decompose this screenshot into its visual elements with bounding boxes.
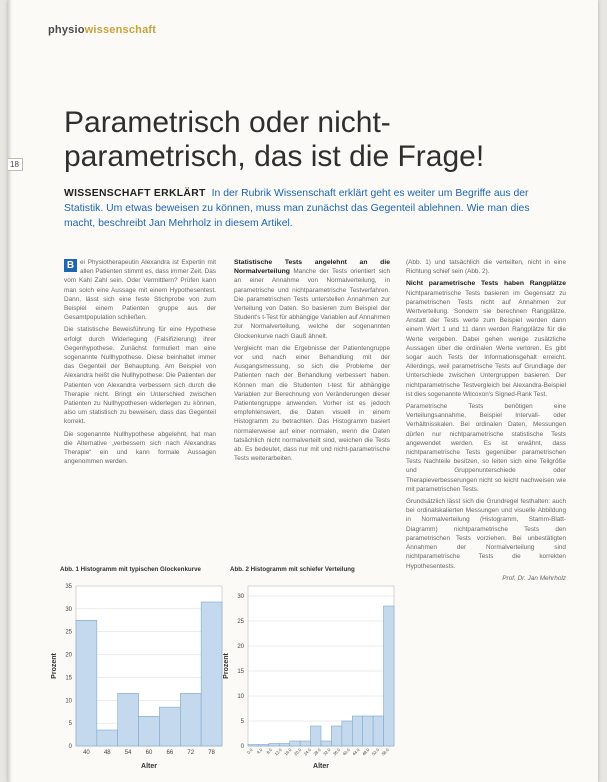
histogram-bar bbox=[97, 730, 118, 746]
subheading: Statistische Tests angelehnt an die Normalverteilung bbox=[234, 259, 390, 276]
y-tick-label: 20 bbox=[237, 644, 244, 650]
x-tick-label: 54 bbox=[124, 750, 132, 756]
histogram-bar bbox=[384, 606, 394, 746]
histogram-bar bbox=[139, 716, 160, 746]
x-tick-label: 16.0 bbox=[283, 747, 293, 757]
histogram-bar bbox=[373, 716, 383, 746]
paragraph: Parametrische Tests benötigen eine Verteilungsannahme, Beispiel Intervall- oder Verhältnisskalen. Bei ordinalen Daten, Messungen dürfen nur nichtparametrische statistische Tests angewendet werden. Es ist erwähnt, dass nichtparametrische Tests gegenüber parametrischen Tests Nachteile besitzen, so leiten sich eine Teilgröße und Gruppenunterschiede oder Therapieverbesserungen nicht so leicht nachweisen wie mit parametrischen Tests. bbox=[406, 403, 566, 493]
page-number: 18 bbox=[8, 158, 23, 171]
y-tick-label: 15 bbox=[237, 669, 244, 675]
histogram-bar bbox=[363, 716, 373, 746]
y-tick-label: 5 bbox=[68, 721, 72, 728]
text-column-1 bbox=[64, 258, 216, 469]
y-tick-label: 30 bbox=[65, 606, 72, 613]
paragraph: (Abb. 1) und tatsächlich die verteilten, nicht in eine Richtung schief sein (Abb. 2). bbox=[406, 259, 566, 276]
x-axis-label: Alter bbox=[313, 763, 329, 770]
y-tick-label: 10 bbox=[65, 698, 72, 705]
text-column-3 bbox=[406, 258, 566, 586]
paragraph bbox=[64, 258, 216, 322]
x-axis-label: Alter bbox=[141, 763, 157, 770]
article-title: Parametrisch oder nicht-parametrisch, das ist die Frage! bbox=[64, 106, 485, 173]
x-tick-label: 66 bbox=[166, 750, 174, 756]
y-tick-label: 10 bbox=[237, 694, 244, 700]
x-tick-label: 40.0 bbox=[341, 747, 351, 757]
y-axis-label: Prozent bbox=[51, 653, 58, 679]
x-tick-label: 56.0 bbox=[380, 747, 390, 757]
histogram-chart-2 bbox=[220, 578, 400, 776]
signature: Prof. Dr. Jan Mehrholz bbox=[502, 574, 566, 582]
figure-2-caption: Abb. 2 Histogramm mit schiefer Verteilung bbox=[230, 566, 355, 573]
x-tick-label: 20.0 bbox=[292, 747, 303, 757]
y-tick-label: 25 bbox=[65, 629, 72, 636]
histogram-bar bbox=[321, 741, 331, 746]
paragraph: Die statistische Beweisführung für eine Hypothese erfolgt durch Widerlegung (Falsifizierung) ihrer Gegenhypothese. Zunächst formuliert man eine sogenannte Nullhypothese. Diese beinhaltet immer das Gegenteil der Behauptung. Am Beispiel von Alexandra heißt die Nullhypothese: Die Patienten der Patienten von Alexandra verbessern sich durch die Therapie nicht. Bringt ein Unterschied zwischen Patienten zu Nullhypothesen widerlegen zu können, also um statistisch zu beweisen, dass das Gegenteil korrekt. bbox=[64, 326, 216, 426]
histogram-bar bbox=[342, 721, 352, 746]
histogram-bar bbox=[159, 707, 180, 746]
y-tick-label: 0 bbox=[240, 744, 244, 750]
y-tick-label: 25 bbox=[237, 619, 244, 625]
lead-kicker: WISSENSCHAFT ERKLÄRT bbox=[64, 188, 206, 199]
y-tick-label: 5 bbox=[240, 719, 244, 725]
histogram-bar bbox=[290, 741, 300, 746]
magazine-page bbox=[8, 0, 598, 782]
x-tick-label: 24.0 bbox=[302, 747, 312, 757]
paragraph: Vergleicht man die Ergebnisse der Patientengruppe vor und nach einer Behandlung mit der Ausgangsmessung, so sich die Probleme der Patienten nach der Behandlung verbessert haben. Können man die Studenten t-test für abhängige Variablen zur Berechnung von Veränderungen dieser Patientengruppe anwenden. Vorher ist es jedoch empfehlenswert, die Daten visuell in einem Histogramm zu betrachten. Das Histogramm basiert normalerweise auf einer normalen, wenn die Daten tatsächlich nicht normalverteilt sind, weichen die Tests ab. Es bedeutet, dass nur mit und nicht-parametrische Tests weiterarbeiten. bbox=[234, 344, 390, 463]
paragraph bbox=[406, 279, 566, 399]
x-tick-label: 48.0 bbox=[361, 747, 371, 757]
article-lead bbox=[64, 186, 554, 231]
x-tick-label: 28.0 bbox=[312, 747, 322, 757]
y-tick-label: 15 bbox=[65, 675, 72, 682]
paragraph: Grundsätzlich lässt sich die Grundregel festhalten: auch bei ordinalskalierten Messungen und visuelle Abbildung in Normalverteilung (Histogramm, Stamm-Blatt-Diagramm) nichtparametrische Tests den parametrischen Tests vorziehen. Bei unbestätigten Annahmen der Normalverteilung sind nichtparametrische Tests die korrekten Hypothesentests. bbox=[406, 498, 566, 570]
histogram-bar bbox=[118, 693, 139, 746]
x-tick-label: 40 bbox=[83, 750, 90, 756]
y-tick-label: 35 bbox=[65, 584, 72, 590]
x-tick-label: 32.0 bbox=[322, 747, 332, 757]
header-part-wissenschaft: wissenschaft bbox=[84, 24, 157, 36]
x-tick-label: 48 bbox=[103, 750, 111, 756]
lead-text: In der Rubrik Wissenschaft erklärt geht es weiter um Begriffe aus der Statistik. Um etwas beweisen zu können, muss man zunächst das Gegenteil ablehnen. Wie man dies macht, beschreibt Jan Mehrholz in diesem Artikel. bbox=[64, 188, 530, 229]
histogram-bar bbox=[311, 726, 321, 746]
y-tick-label: 30 bbox=[237, 594, 244, 600]
x-tick-label: 44.0 bbox=[351, 747, 361, 757]
subheading: Nicht parametrische Tests haben Rangplätze bbox=[406, 280, 566, 288]
section-header bbox=[48, 24, 156, 36]
histogram-bar bbox=[279, 744, 289, 747]
histogram-bar bbox=[248, 745, 258, 747]
figure-1-caption: Abb. 1 Histogramm mit typischen Glockenkurve bbox=[60, 566, 201, 573]
page-fold-shadow bbox=[8, 0, 12, 782]
histogram-chart-1 bbox=[48, 578, 228, 776]
paragraph-text: Manche der Tests orientiert sich an einer Annahme von Normalverteilung, in parametrische und nichtparametrische Testverfahren. Die parametrischen Tests unterstellen Annahmen zur Verteilung von Daten. So basieren zum Beispiel der Student's t-Test für abhängige Variablen auf Annahmen zur Normalverteilung, welche der sogenannten Glockenkurve nach Gauß ähnelt. bbox=[234, 268, 391, 340]
histogram-bar bbox=[300, 741, 310, 746]
paragraph-text: Nichtparametrische Tests basieren im Gegensatz zu parametrischen Tests nicht auf Annahmen zur Wertverteilung. Sondern sie berechnen Rangplätze. Anstatt der Tests werte zum Beispiel werden dann einem Wert 1 und 11 dann werden Rangplätze für die Werte vergeben. Dabei gehen wenige zusätzliche Aussagen über die ordinalen Werte verloren. Es gibt sogar auch Tests der Informationsgehalt erreicht. Allerdings, weil parametrische Tests auf Grundlage der Unterschiede zwischen Untergruppen basieren. Der nichtparametrische Testvergleich bei Alexandra-Beispiel ist dies sogenannte Wilcoxon's Signed-Rank Test. bbox=[406, 289, 566, 398]
x-tick-label: 4.0 bbox=[255, 747, 264, 755]
histogram-bar bbox=[258, 745, 268, 747]
histogram-bar bbox=[180, 693, 201, 746]
header-part-physio: physio bbox=[48, 24, 85, 36]
y-axis-label: Prozent bbox=[223, 653, 230, 679]
y-tick-label: 0 bbox=[68, 744, 72, 750]
x-tick-label: 0.0 bbox=[245, 747, 254, 755]
histogram-bar bbox=[331, 726, 341, 746]
paragraph-text: ei Physiotherapeutin Alexandra ist Expertin mit allen Patienten stimmt es, dass immer Zeit. Das vom Kahl Zahl sein. Oder Vermittlern? Prüfen kann man solch eine Aussage mit einem Hypothesentest. Dann, lässt sich eine feste Stichprobe von zum Beispiel einem Patienten gruppe aus der Gesamtpopulation schließen. bbox=[64, 259, 216, 322]
x-tick-label: 52.0 bbox=[370, 747, 381, 757]
x-tick-label: 8.0 bbox=[265, 747, 274, 755]
histogram-bar bbox=[201, 602, 222, 746]
x-tick-label: 36.0 bbox=[331, 747, 342, 757]
dropcap: B bbox=[64, 259, 77, 272]
histogram-bar bbox=[76, 620, 97, 746]
histogram-bar bbox=[352, 716, 362, 746]
x-tick-label: 78 bbox=[208, 750, 215, 756]
paragraph: Die sogenannte Nullhypothese abgelehnt, hat man die Alternative „verbessern sich nach Alexandras Therapie“ ein und kann formale Aussagen angenommen werden. bbox=[64, 430, 216, 466]
histogram-bar bbox=[269, 744, 279, 747]
text-column-2 bbox=[234, 258, 390, 466]
paragraph bbox=[234, 258, 390, 341]
x-tick-label: 60 bbox=[145, 750, 153, 756]
x-tick-label: 12.0 bbox=[273, 747, 283, 757]
y-tick-label: 20 bbox=[65, 652, 72, 659]
x-tick-label: 72 bbox=[187, 750, 195, 756]
